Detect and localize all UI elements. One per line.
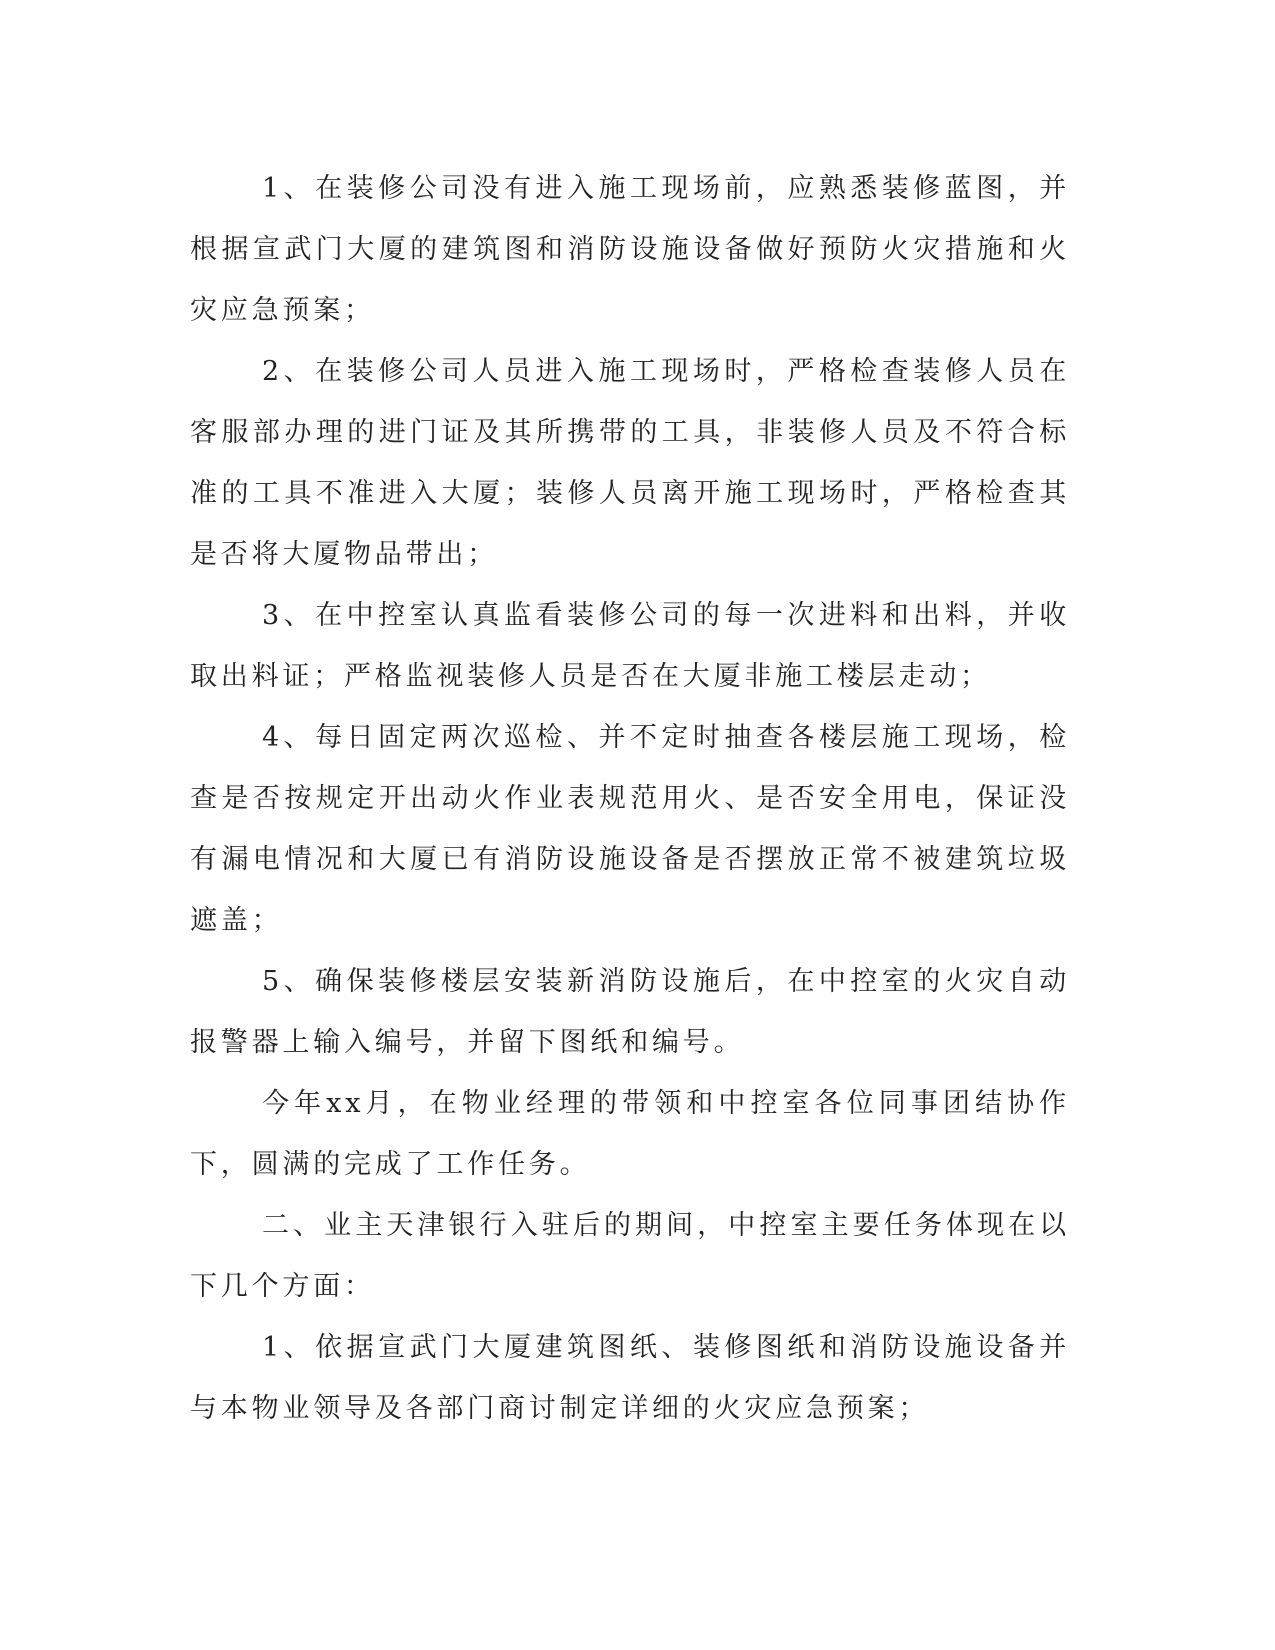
- paragraph-4: 4、每日固定两次巡检、并不定时抽查各楼层施工现场，检查是否按规定开出动火作业表规范用火、是否安全用电，保证没有漏电情况和大厦已有消防设施设备是否摆放正常不被建筑垃圾遮盖；: [190, 722, 1070, 936]
- paragraph-2: 2、在装修公司人员进入施工现场时，严格检查装修人员在客服部办理的进门证及其所携带的工具，非装修人员及不符合标准的工具不准进入大厦；装修人员离开施工现场时，严格检查其是否将大厦物品带出；: [190, 356, 1070, 570]
- paragraph-5: 5、确保装修楼层安装新消防设施后，在中控室的火灾自动报警器上输入编号，并留下图纸和编号。: [190, 966, 1070, 1058]
- paragraph-6: 今年xx月，在物业经理的带领和中控室各位同事团结协作下，圆满的完成了工作任务。: [190, 1088, 1070, 1180]
- paragraph-8: 1、依据宣武门大厦建筑图纸、装修图纸和消防设施设备并与本物业领导及各部门商讨制定详细的火灾应急预案；: [190, 1332, 1070, 1424]
- paragraph-1: 1、在装修公司没有进入施工现场前，应熟悉装修蓝图，并根据宣武门大厦的建筑图和消防设施设备做好预防火灾措施和火灾应急预案；: [190, 173, 1070, 326]
- section-heading-2: 二、业主天津银行入驻后的期间，中控室主要任务体现在以下几个方面：: [190, 1210, 1070, 1302]
- paragraph-3: 3、在中控室认真监看装修公司的每一次进料和出料，并收取出料证；严格监视装修人员是否在大厦非施工楼层走动；: [190, 600, 1070, 692]
- document-body: [190, 158, 1070, 1439]
